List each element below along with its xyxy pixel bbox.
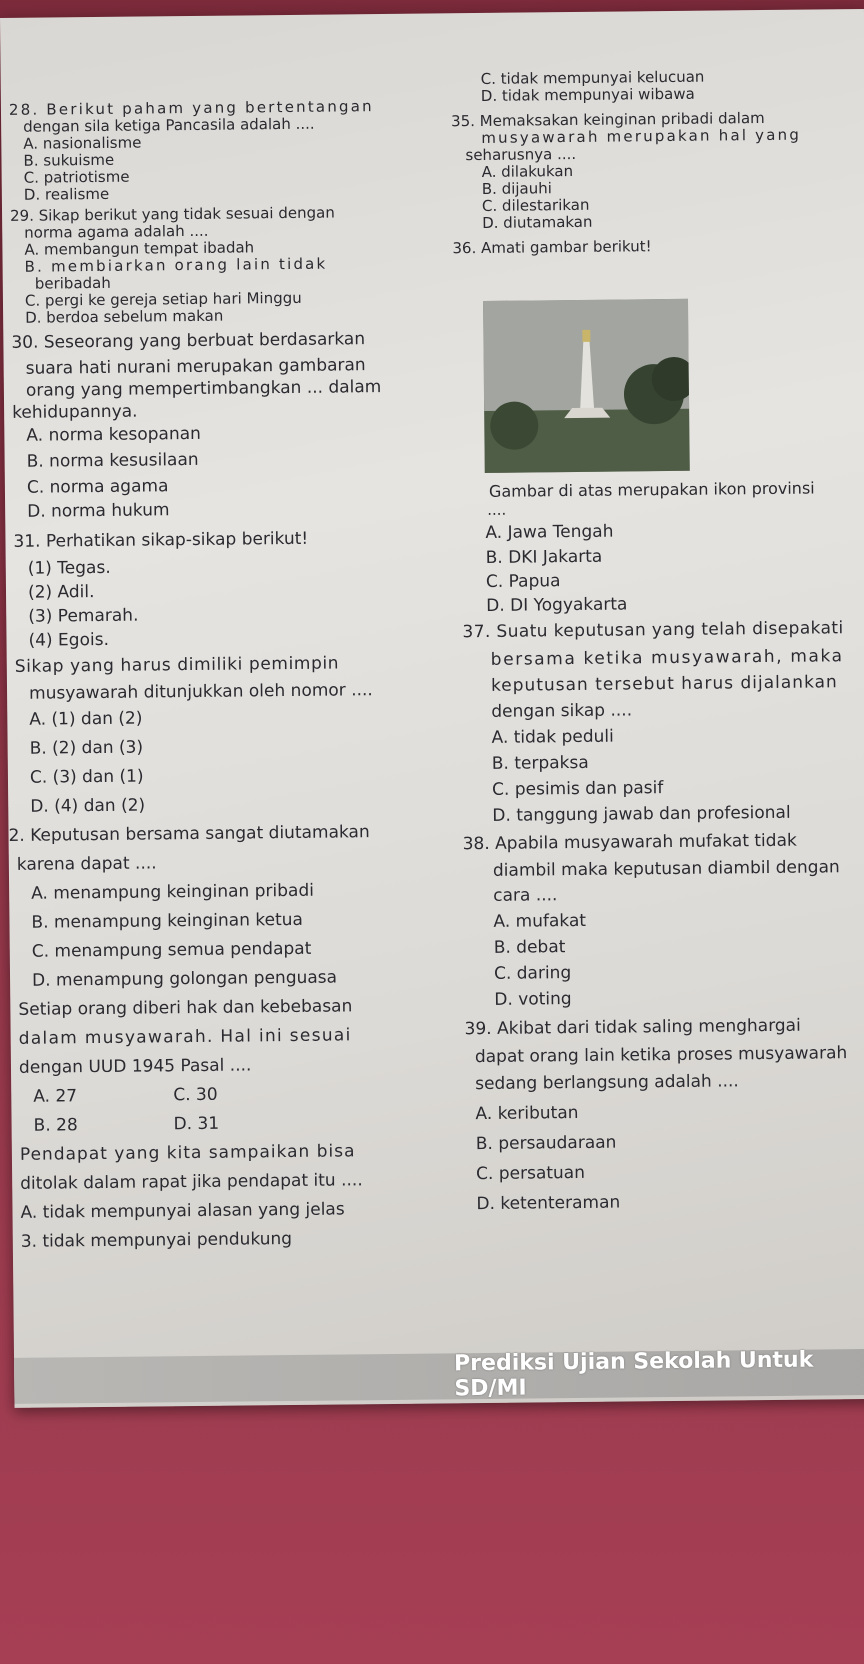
q31-stem2-2: musyawarah ditunjukkan oleh nomor .... xyxy=(28,680,373,704)
question-34 xyxy=(20,1136,461,1257)
q32-option-a: A. menampung keinginan pribadi xyxy=(31,880,315,904)
q34-stem-1: Pendapat yang kita sampaikan bisa xyxy=(19,1141,356,1165)
q29-stem-2: norma agama adalah .... xyxy=(24,221,209,242)
q33-option-c: C. 30 xyxy=(173,1084,218,1106)
q33-stem-2: dalam musyawarah. Hal ini sesuai xyxy=(18,1025,352,1049)
q35-stem-2: musyawarah merupakan hal yang xyxy=(481,125,802,147)
q29-stem-1: 29. Sikap berikut yang tidak sesuai dengan xyxy=(9,203,335,225)
q30-option-d: D. norma hukum xyxy=(27,500,170,522)
question-39 xyxy=(460,1009,864,1219)
q29-option-d: D. berdoa sebelum makan xyxy=(25,306,224,327)
q29-option-b: B. membiarkan orang lain tidak xyxy=(24,254,328,276)
question-35 xyxy=(451,109,862,232)
q37-stem-3: keputusan tersebut harus dijalankan xyxy=(490,672,838,696)
question-29 xyxy=(10,203,451,327)
q31-item-2: (2) Adil. xyxy=(27,582,95,603)
q32-option-d: D. menampung golongan penguasa xyxy=(31,967,338,991)
q34-option-b: 3. tidak mempunyai pendukung xyxy=(20,1229,293,1252)
question-33 xyxy=(18,991,459,1141)
q30-stem-2: suara hati nurani merupakan gambaran xyxy=(25,355,366,379)
q35-stem-1: 35. Memaksakan keinginan pribadi dalam xyxy=(451,108,765,131)
question-36 xyxy=(452,236,862,257)
q30-option-a: A. norma kesopanan xyxy=(26,423,201,446)
q31-option-b: B. (2) dan (3) xyxy=(29,737,144,759)
q29-option-b-cont: beribadah xyxy=(34,273,111,293)
left-column xyxy=(9,83,461,1257)
q36-option-a: A. Jawa Tengah xyxy=(485,521,614,543)
q34-option-a: A. tidak mempunyai alasan yang jelas xyxy=(20,1199,345,1223)
question-31 xyxy=(13,523,456,822)
q39-stem-1: 39. Akibat dari tidak saling menghargai xyxy=(464,1015,801,1040)
q33-option-a: A. 27 xyxy=(33,1086,78,1107)
q28-option-c-right: C. tidak mempunyai kelucuan xyxy=(480,67,705,88)
q28-option-a: A. nasionalisme xyxy=(23,133,142,153)
footer-title: Prediksi Ujian Sekolah Untuk SD/MI xyxy=(453,1347,814,1402)
q30-stem-4: kehidupannya. xyxy=(12,401,138,423)
q37-option-b: B. terpaksa xyxy=(491,752,589,774)
q33-stem-1: Setiap orang diberi hak dan kebebasan xyxy=(18,996,353,1020)
question-37 xyxy=(456,614,864,829)
worksheet-page xyxy=(0,9,864,1408)
q37-option-c: C. pesimis dan pasif xyxy=(492,778,664,800)
q38-option-d: D. voting xyxy=(494,989,572,1010)
q35-option-c: C. dilestarikan xyxy=(481,195,590,215)
q38-stem-2: diambil maka keputusan diambil dengan xyxy=(492,857,840,881)
monas-illustration xyxy=(483,299,690,473)
q31-option-d: D. (4) dan (2) xyxy=(30,795,146,817)
q30-stem-3: orang yang mempertimbangkan ... dalam xyxy=(25,377,382,401)
q28-stem-2: dengan sila ketiga Pancasila adalah .... xyxy=(23,114,315,136)
q31-item-4: (4) Egois. xyxy=(28,629,110,651)
q31-item-3: (3) Pemarah. xyxy=(28,605,139,627)
footer-banner xyxy=(14,1349,864,1404)
q36-option-d: D. DI Yogyakarta xyxy=(486,594,628,616)
question-30 xyxy=(11,324,453,524)
q32-stem-1: 2. Keputusan bersama sangat diutamakan xyxy=(8,822,370,846)
q39-option-a: A. keributan xyxy=(475,1103,579,1125)
q33-option-b: B. 28 xyxy=(33,1115,78,1136)
q31-stem2-1: Sikap yang harus dimiliki pemimpin xyxy=(14,653,340,677)
q28-option-d: D. realisme xyxy=(23,184,110,204)
q39-option-c: C. persatuan xyxy=(476,1162,586,1185)
q38-stem-1: 38. Apabila musyawarah mufakat tidak xyxy=(462,830,797,855)
question-28-continued xyxy=(451,67,861,105)
q31-item-1: (1) Tegas. xyxy=(27,557,111,579)
question-32 xyxy=(8,817,458,996)
q36-option-c: C. Papua xyxy=(485,571,561,592)
q30-option-c: C. norma agama xyxy=(26,476,169,498)
q38-stem-3: cara .... xyxy=(493,885,558,906)
q28-option-c: C. patriotisme xyxy=(23,167,130,187)
q35-option-a: A. dilakukan xyxy=(481,162,574,181)
q30-stem-1: 30. Seseorang yang berbuat berdasarkan xyxy=(11,329,366,353)
q30-option-b: B. norma kesusilaan xyxy=(26,449,199,472)
right-column-lower xyxy=(455,479,864,1219)
q32-option-b: B. menampung keinginan ketua xyxy=(31,909,303,933)
q35-option-d: D. diutamakan xyxy=(482,212,593,232)
q36-stem: 36. Amati gambar berikut! xyxy=(452,237,652,258)
q32-option-c: C. menampung semua pendapat xyxy=(31,938,312,962)
q39-option-d: D. ketenteraman xyxy=(476,1192,621,1215)
q33-options-row-1 xyxy=(19,1078,459,1112)
q29-option-a: A. membangun tempat ibadah xyxy=(24,238,255,259)
q37-stem-4: dengan sikap .... xyxy=(491,700,633,722)
q35-option-b: B. dijauhi xyxy=(481,179,552,198)
q33-options-row-2 xyxy=(19,1107,459,1141)
q37-option-d: D. tanggung jawab dan profesional xyxy=(492,802,791,826)
right-column xyxy=(451,67,863,257)
q37-option-a: A. tidak peduli xyxy=(491,726,614,748)
monas-photo xyxy=(483,299,690,473)
q37-stem-1: 37. Suatu keputusan yang telah disepakati xyxy=(462,618,844,643)
q29-option-c: C. pergi ke gereja setiap hari Minggu xyxy=(24,288,302,310)
q38-option-a: A. mufakat xyxy=(493,910,587,932)
q37-stem-2: bersama ketika musyawarah, maka xyxy=(490,646,844,670)
q28-option-b: B. sukuisme xyxy=(23,150,115,170)
q36-stem2-2: .... xyxy=(487,500,507,519)
q34-stem-2: ditolak dalam rapat jika pendapat itu .... xyxy=(20,1170,363,1194)
q28-option-d-right: D. tidak mempunyai wibawa xyxy=(480,84,695,105)
q38-option-c: C. daring xyxy=(493,963,572,984)
q33-stem-3: dengan UUD 1945 Pasal .... xyxy=(18,1055,252,1078)
q38-option-b: B. debat xyxy=(493,937,566,958)
q36-option-b: B. DKI Jakarta xyxy=(485,546,603,568)
q35-stem-3: seharusnya .... xyxy=(465,144,577,165)
q39-stem-3: sedang berlangsung adalah .... xyxy=(475,1071,739,1095)
q33-option-d: D. 31 xyxy=(173,1113,220,1135)
q39-stem-2: dapat orang lain ketika proses musyawarah xyxy=(474,1043,848,1068)
q31-option-c: C. (3) dan (1) xyxy=(29,766,144,788)
q32-stem-2: karena dapat .... xyxy=(16,853,157,875)
q31-option-a: A. (1) dan (2) xyxy=(29,708,143,730)
q31-stem: 31. Perhatikan sikap-sikap berikut! xyxy=(13,528,309,552)
q28-stem-1: 28. Berikut paham yang bertentangan xyxy=(8,97,374,119)
q36-stem2-1: Gambar di atas merupakan ikon provinsi xyxy=(488,478,815,501)
question-38 xyxy=(459,825,864,1013)
q39-option-b: B. persaudaraan xyxy=(475,1132,617,1155)
question-28 xyxy=(9,97,450,204)
